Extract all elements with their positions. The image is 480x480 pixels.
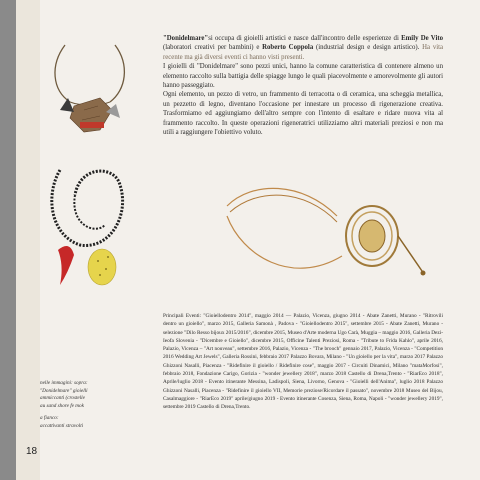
caption-line: ammiccanti (crostelle bbox=[40, 395, 85, 402]
jewel-image-wire-necklace bbox=[222, 176, 432, 296]
page-number: 18 bbox=[26, 446, 38, 457]
intro-part-2: (laboratori creativi per bambini) e bbox=[163, 44, 263, 52]
jewel-image-bead-necklace bbox=[40, 155, 140, 295]
person-name-1: Emily De Vito bbox=[401, 35, 444, 42]
person-name-2: Roberto Coppola bbox=[262, 44, 314, 52]
paragraph-2-lead: I gioielli di "Donidelmare" bbox=[163, 63, 238, 71]
intro-paragraph-1 bbox=[163, 34, 443, 62]
caption-line: a fianco: bbox=[40, 415, 59, 422]
caption-line: "Donidelmare" gioielli bbox=[40, 387, 88, 394]
caption-line: nelle immagini: sopra: bbox=[40, 380, 88, 386]
intro-part-1: si occupa di gioielli artistici e nasce dall'incontro delle esperienze di bbox=[208, 35, 402, 42]
sidebar-strip bbox=[16, 0, 40, 480]
brand-name: "Donidelmare" bbox=[163, 35, 209, 42]
intro-part-3: (industrial design e design artistico). bbox=[313, 44, 423, 52]
caption-line: au sand shore fe mok bbox=[40, 402, 84, 409]
paragraph-2-rest: sono pezzi unici, hanno la comune caratteristica di contenere almeno un elemento raccolto sulla battigia delle spiagge lungo le quali piacevolmente e amorevolmente gli autori hanno passeggiato. bbox=[163, 63, 443, 90]
events-text: Principali Eventi: "Gioiellodentro 2014", maggio 2014 — Palazio, Vicenza, giugno 2014 - Abate Zanetti, Murano - "Ritrovili dentro un gioiello", marzo 2015, Galleria Samonà , Padova - "Gioiellodentro 2015", settembre 2015 - Abate Zanetti, Murano - selezione "Dilo Resso bijoux 2015/2016", dicembre 2015, Museo d'Arte moderna Ugo Carà, Muggia – maggio 2016, Galleria Dezi-Ieofa Slovenia - "Dicembre e Gioiello", dicembre 2015, Officine Talenti Preziosi, Roma - "Tribute to Frida Kahlo", aprile 2016, Palazio, Vicenza – "Art nouveau", settembre 2016, Palazio, Vicenza - "The brooch" gennaio 2017, Palazio, Vicenza - "Competition 2016 Wedding Art Jewels", Galleria Rossini, febbraio 2017 Palazzo Bovara, Milano - "Un gioiello per la vita", marzo 2017 Palazzo Ghizzoni Nasalli, Piacenza - "Ridefinire il gioiello / Ridefinire cose", maggio 2017 - Circuiti Dinamici, Milano "mataMorfosi", febbraio 2018, Fondazione Carigo, Gorizia - "wonder jewellery 2018", marzo 2018 Castello di Drena,Trento - "RiarEco 2018", Aprile/luglio 2018 - Evento itinerante Messina, Ladispoli, Siena, Livorno, Genova - "Gioielli dell'Anima", luglio 2018 Palazzo Ghizzoni Nasalli, Piacenza - "Ridefinire il gioiello VII, Memorie preziose/Ricordare il passato", novembre 2018 Museo del Bijou, Casalmaggiore - "RiarEco 2019" aprile/giugno 2019 - Evento itinerante Cosenza, Siena, Roma, Napoli - "wonder jewellery 2019", settembre 2019 Castello di Drena,Trento. bbox=[163, 313, 443, 411]
intro-accent: Ha vita recente ma già diversi eventi ci hanno visti presenti. bbox=[163, 44, 444, 61]
jewel-image-necklace-driftwood bbox=[40, 40, 140, 155]
intro-paragraph-2 bbox=[163, 62, 443, 90]
intro-text bbox=[163, 34, 443, 137]
intro-paragraph-3: Ogni elemento, un pezzo di vetro, un frammento di terracotta o di ceramica, una scheggia metallica, un pezzetto di legno, diventano l'occasione per innestare un processo di rigenerazione creativa. Trasformiamo ed aggiungiamo dell'altro sempre con l'intento di esaltare e ridare nuova vita al frammento raccolto. In queste operazioni rigeneratrici utilizziamo altri materiali preziosi e non ma utili a raggiungere l'obiettivo voluto. bbox=[163, 91, 443, 137]
caption-line: accattivanti stravolti bbox=[40, 422, 84, 429]
image-caption bbox=[40, 380, 132, 431]
